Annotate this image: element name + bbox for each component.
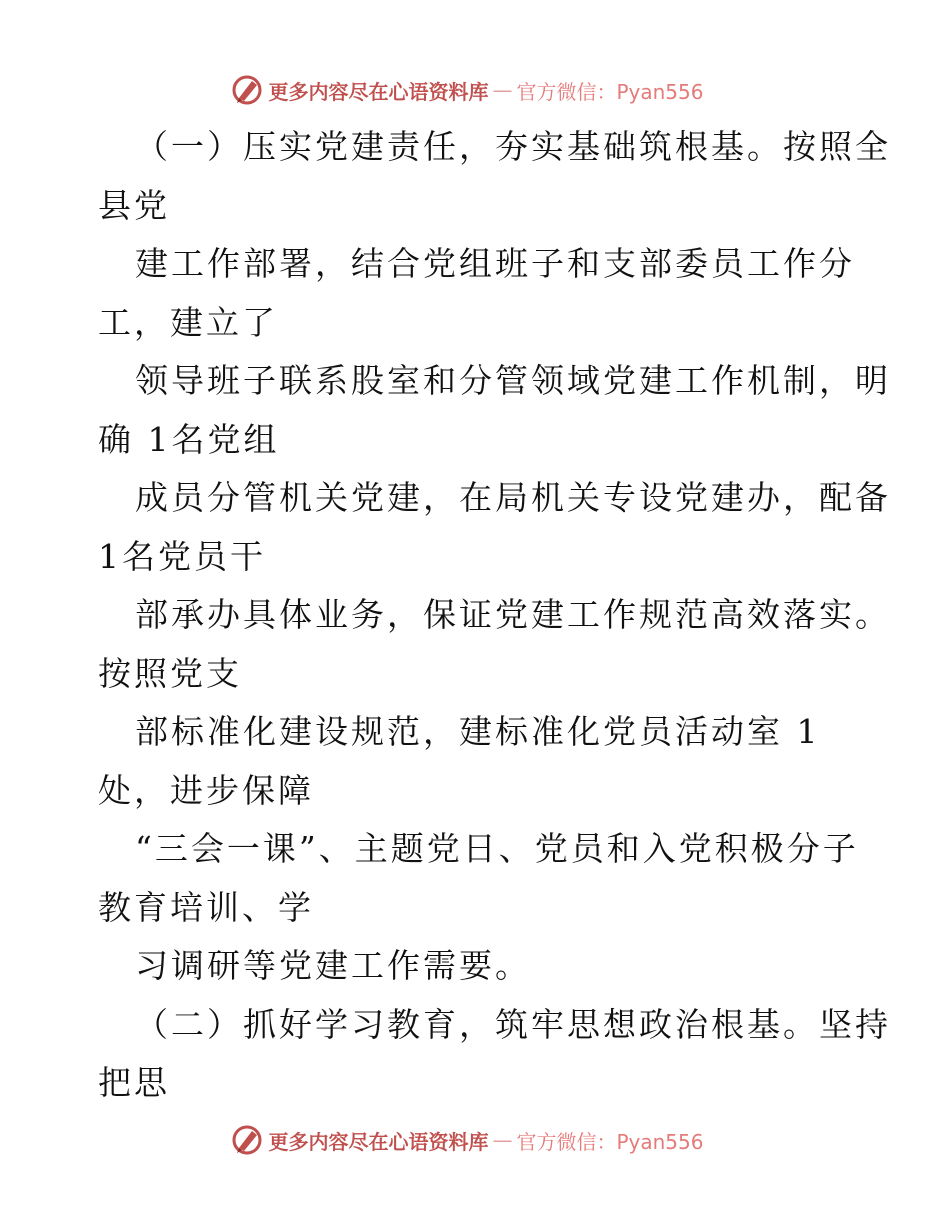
text-line: 按照党支 (98, 653, 242, 693)
banner-dash: — (492, 78, 513, 102)
text-line: （二）抓好学习教育，筑牢思想政治根基。坚持 (135, 1004, 891, 1044)
text-line: 习调研等党建工作需要。 (135, 946, 531, 985)
text-line: “三会一课”、主题党日、党员和入党积极分子 (135, 829, 859, 868)
banner-dash: — (492, 1128, 513, 1152)
text-line: 确 1名党组 (98, 419, 280, 459)
text-line: 1名党员干 (98, 536, 266, 576)
footer-banner (0, 1122, 950, 1158)
text-line: 部承办具体业务，保证党建工作规范高效落实。 (135, 595, 891, 634)
text-line: （一）压实党建责任，夯实基础筑根基。按照全 (135, 127, 891, 166)
text-line: 领导班子联系股室和分管领域党建工作机制，明 (135, 361, 891, 400)
banner-wechat-text: 官方微信：Pyan556 (516, 1129, 704, 1154)
text-line: 成员分管机关党建，在局机关专设党建办，配备 (135, 478, 891, 517)
text-line: 部标准化建设规范，建标准化党员活动室 1 (135, 712, 821, 751)
text-line: 处，进步保障 (98, 770, 314, 810)
text-line: 把思 (98, 1063, 170, 1102)
text-line: 县党 (98, 185, 170, 225)
text-line: 工，建立了 (98, 302, 278, 342)
text-line: 教育培训、学 (98, 887, 314, 927)
text-line: 建工作部署，结合党组班子和支部委员工作分 (135, 244, 855, 283)
pen-logo-icon (230, 73, 264, 107)
banner-site-text: 更多内容尽在心语资料库 (268, 79, 489, 104)
banner-site-text: 更多内容尽在心语资料库 (268, 1129, 489, 1154)
pen-logo-icon (230, 1123, 264, 1157)
banner-wechat-text: 官方微信：Pyan556 (516, 79, 704, 104)
document-body (98, 118, 891, 1113)
header-banner (0, 72, 950, 108)
